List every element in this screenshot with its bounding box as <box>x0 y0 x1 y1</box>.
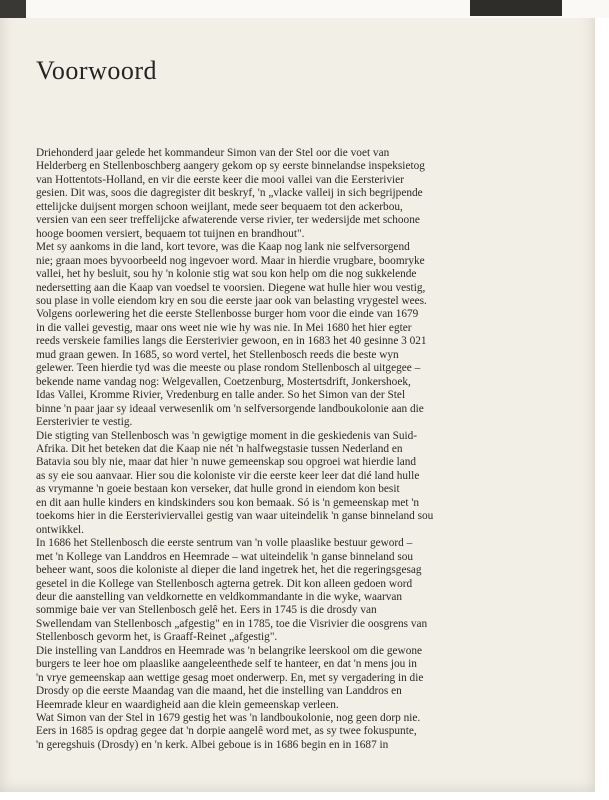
text-line: Eers in 1685 is opdrag gegee dat 'n dorpie aangelê word met, as sy twee fokuspunte, <box>36 725 417 738</box>
text-line: Batavia sou bly nie, maar dat hier 'n nuwe gemeenskap sou opgroei wat hierdie land <box>36 456 417 469</box>
text-line: as vrymanne 'n goeie bestaan kon verseker, dat hulle grond in eiendom kon besit <box>36 483 400 496</box>
foreword-body <box>36 147 572 752</box>
text-line: ettelijcke duijsent morgen schoon weijlant, mede seer bequaem tot den ackerbou, <box>36 200 403 213</box>
text-line: 'n geregshuis (Drosdy) en 'n kerk. Albei geboue is in 1686 begin en in 1687 in <box>36 738 389 751</box>
text-line: In 1686 het Stellenbosch die eerste sentrum van 'n volle plaaslike bestuur geword – <box>36 537 413 550</box>
text-line: as sy eie sou aanvaar. Hier sou die koloniste vir die eerste keer leer dat dié land hulle <box>36 469 420 482</box>
text-line: hooge boomen versiert, bequaem tot tuijnen en brandhout". <box>36 227 305 240</box>
page-title: Voorwoord <box>36 56 158 85</box>
text-line: toekoms hier in die Eersteriviervallei gestig van waar uiteindelik 'n ganse binneland sou <box>36 510 434 523</box>
text-line: met 'n Kollege van Landdros en Heemrade – wat uiteindelik 'n ganse binneland sou <box>36 550 414 563</box>
text-line: en dit aan hulle kinders en kindskinders sou kon bemaak. Só is 'n gemeenskap met 'n <box>36 496 420 509</box>
text-line: bekende name vandag nog: Welgevallen, Coetzenburg, Mostertsdrift, Jonkershoek, <box>36 375 411 388</box>
top-right-dark-mark <box>470 0 562 16</box>
text-line: Volgens oorlewering het die eerste Stellenbosse burger hom voor die einde van 1679 <box>36 308 419 321</box>
text-line: nedersetting aan die Kaap van voedsel te voorsien. Diegene wat hulle hier wou vestig, <box>36 281 426 294</box>
text-line: 'n vrye gemeenskap aan wettige gesag moet onderwerp. En, met sy vergadering in die <box>36 671 424 684</box>
text-line: versien van een seer treffelijcke afwaterende verse rivier, ter wedersijde met schoone <box>36 214 420 227</box>
text-line: deur die aanstelling van veldkornette en veldkommandante in die wyke, waarvan <box>36 590 403 603</box>
text-line: Heemrade kleur en waardigheid aan die klein gemeenskap verleen. <box>36 698 339 711</box>
text-line: Die instelling van Landdros en Heemrade was 'n belangrike leerskool om die gewone <box>36 644 423 657</box>
text-line: burgers te leer hoe om plaaslike aangeleenthede self te hanteer, en dat 'n mens jou in <box>36 658 417 671</box>
text-line: Eersterivier te vestig. <box>36 416 133 429</box>
text-line: nie; graan moes byvoorbeeld nog ingevoer word. Maar in hierdie vrugbare, boomryke <box>36 254 425 267</box>
text-line: Met sy aankoms in die land, kort tevore, was die Kaap nog lank nie selfversorgend <box>36 241 410 254</box>
top-left-dark-mark <box>0 0 26 18</box>
text-line: sou plase in volle eiendom kry en sou die eerste jaar ook van belasting vrygestel wees. <box>36 294 427 307</box>
text-line: reeds verskeie families langs die Eersterivier gewoon, en in 1683 het 40 gesinne 3 021 <box>36 335 427 348</box>
text-line: Stellenbosch gevorm het, is Graaff-Reinet „afgestig". <box>36 631 278 644</box>
text-line: binne 'n paar jaar sy ideaal verwesenlik om 'n selfversorgende landboukolonie aan die <box>36 402 424 415</box>
text-line: mud graan gewen. In 1685, so word vertel, het Stellenbosch reeds die beste wyn <box>36 348 399 361</box>
text-line: gelewer. Teen hierdie tyd was die meeste ou plase rondom Stellenbosch al uitgegee – <box>36 362 421 375</box>
text-line: Driehonderd jaar gelede het kommandeur Simon van der Stel oor die voet van <box>36 147 390 159</box>
text-line: Drosdy op die eerste Maandag van die maand, het die instelling van Landdros en <box>36 685 402 698</box>
text-line: ontwikkel. <box>36 523 85 536</box>
text-line: gesetel in die Kollege van Stellenbosch agterna getrek. Dit kon alleen gedoen word <box>36 577 413 590</box>
text-line: Afrika. Dit het beteken dat die Kaap nie nét 'n halfwegstasie tussen Nederland en <box>36 442 403 455</box>
text-line: sommige baie ver van Stellenbosch gelê het. Eers in 1745 is die drosdy van <box>36 604 377 617</box>
text-line: Helderberg en Stellenboschberg aangery gekom op sy eerste binnelandse inspeksietog <box>36 160 425 173</box>
text-line: vallei, het hy besluit, sou hy 'n kolonie stig wat sou kon help om die nog sukkelende <box>36 268 417 281</box>
text-line: Idas Vallei, Kromme Rivier, Vredenburg en talle ander. So het Simon van der Stel <box>36 389 406 402</box>
text-line: Die stigting van Stellenbosch was 'n gewigtige moment in die geskiedenis van Suid- <box>36 429 418 442</box>
text-line: beheer want, soos die koloniste al dieper die land ingetrek het, het die regeringsgesag <box>36 564 422 577</box>
text-line: Wat Simon van der Stel in 1679 gestig het was 'n landboukolonie, nog geen dorp nie. <box>36 712 421 725</box>
text-line: gesien. Dit was, soos die dagregister dit beskryf, 'n „vlacke valleij in sich begrijpende <box>36 187 423 200</box>
text-line: in die vallei gevestig, maar ons weet nie wie hy was nie. In Mei 1680 het hier egter <box>36 321 412 334</box>
text-line: van Hottentots-Holland, en vir die eerste keer die mooi vallei van die Eersterivier <box>36 173 404 186</box>
text-line: Swellendam van Stellenbosch „afgestig" en in 1785, toe die Visrivier die oosgrens van <box>36 617 428 630</box>
